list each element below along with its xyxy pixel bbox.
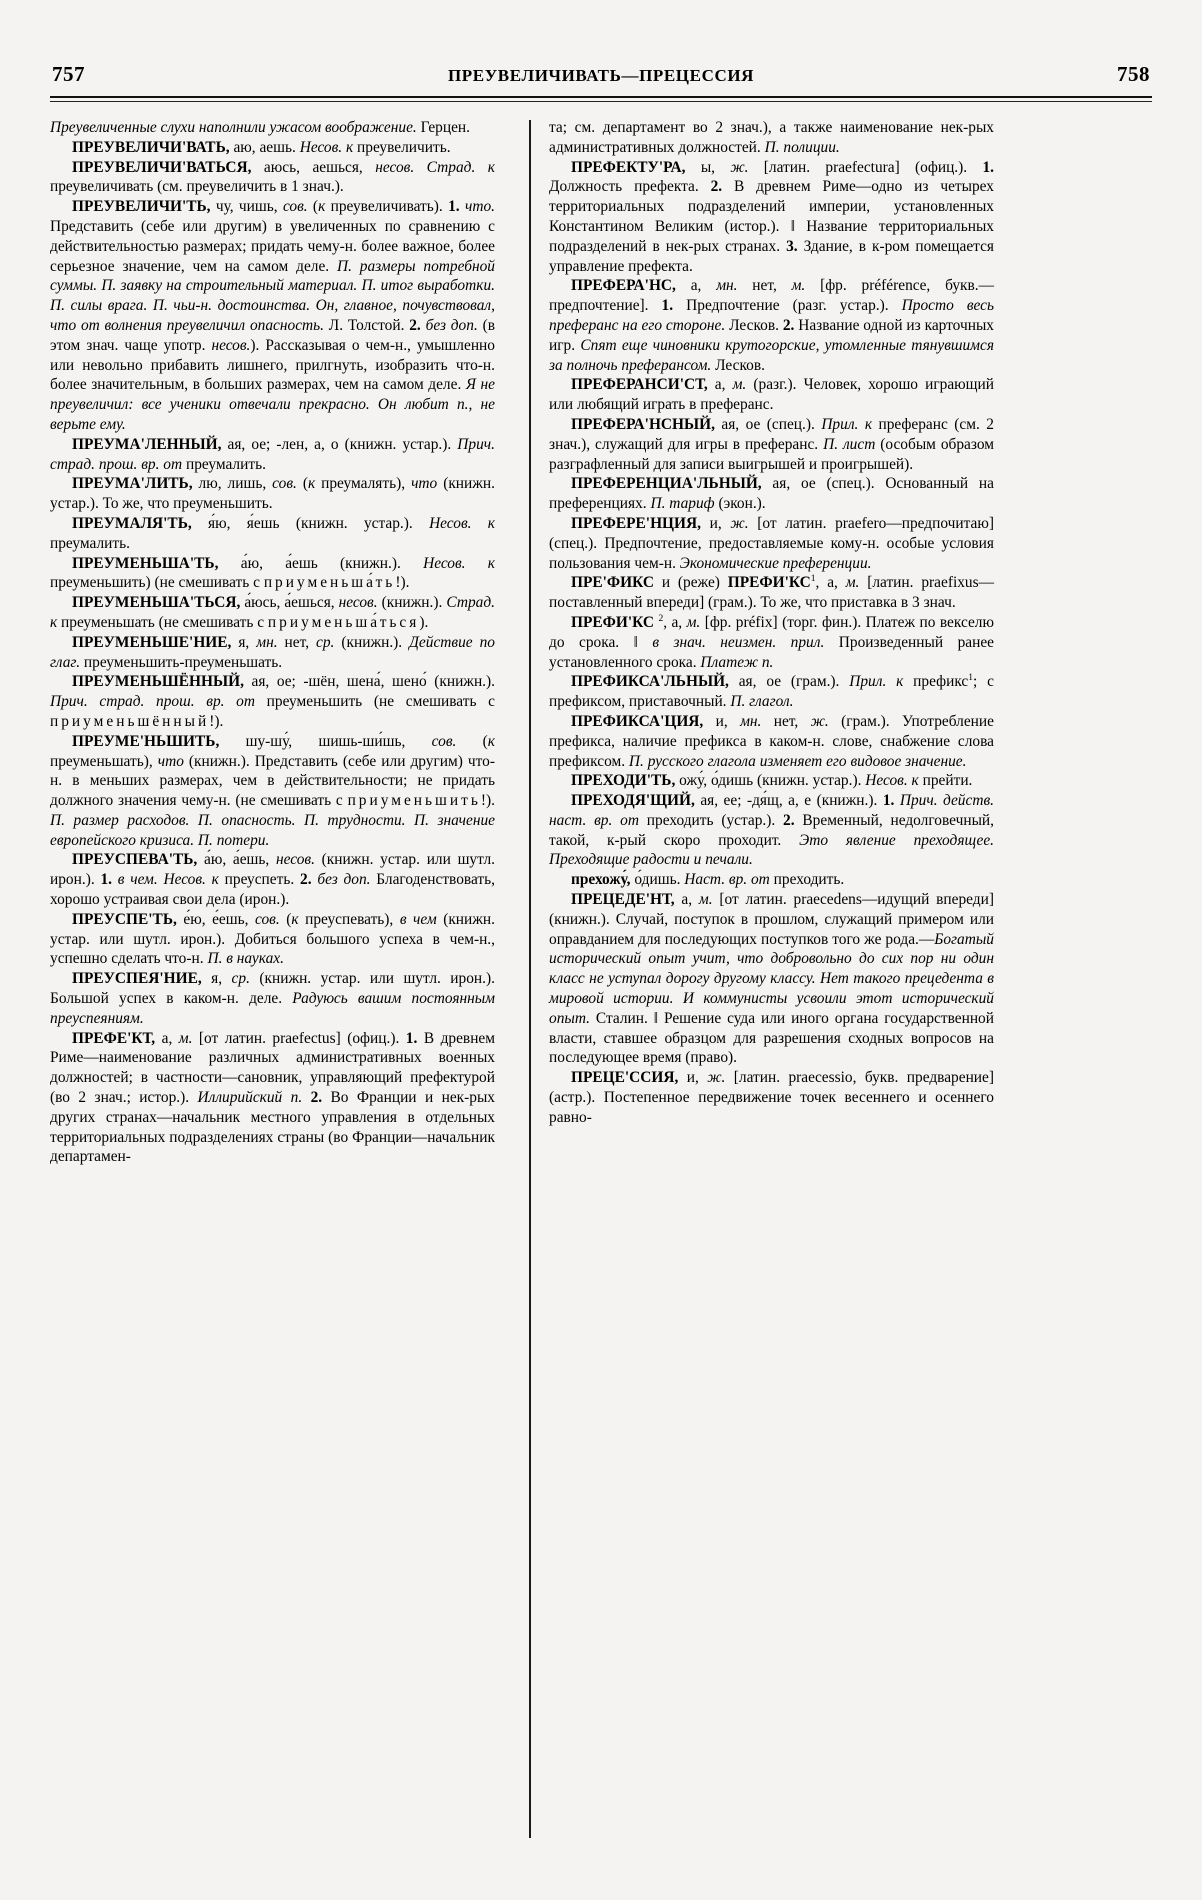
dictionary-entry: ПРЕУМЕ'НЬШИТЬ, шу-шу́, шишь-ши́шь, сов. (к преуменьшать), что (книжн.). Представить (себе или другим) что-н. в меньших размерах, чем в действительности; не придать должного значения чему-н. (не смешивать с приуменьшить!). П. размер расходов. П. опасность. П. трудности. П. значение европейского кризиса. П. потери. xyxy=(50,732,495,849)
dictionary-entry: ПРЕФИКСА'ЦИЯ, и, мн. нет, ж. (грам.). Употребление префикса, наличие префикса в каком-н. слове, снабжение слова префиксом. П. русского глагола изменяет его видовое значение. xyxy=(549,712,994,770)
dictionary-entry: ПРЕХОДИ'ТЬ, ожу́, о́дишь (книжн. устар.). Несов. к прейти. xyxy=(571,772,973,790)
dictionary-entry: ПРЕУМА'ЛИТЬ, лю, лишь, сов. (к преумалять), что (книжн. устар.). То же, что преуменьшить. xyxy=(50,475,495,513)
dictionary-entry: ПРЕУМЕНЬША'ТЬСЯ, а́юсь, а́ешься, несов. (книжн.). Страд. к преуменьшать (не смешивать с приуменьша́ться). xyxy=(50,594,495,631)
dictionary-entry: ПРЕУВЕЛИЧИ'ВАТЬСЯ, аюсь, аешься, несов. Страд. к преувеличивать (см. преувеличить в 1 знач.). xyxy=(50,158,495,196)
dictionary-entry: ПРЕУМЕНЬША'ТЬ, а́ю, а́ешь (книжн.). Несов. к преуменьшить) (не смешивать с приуменьша́ть!). xyxy=(50,554,495,592)
running-title: ПРЕУВЕЛИЧИВАТЬ—ПРЕЦЕССИЯ xyxy=(447,66,755,85)
dictionary-entry: ПРЕУМА'ЛЕННЫЙ, ая, ое; -лен, а, о (книжн. устар.). Прич. страд. прош. вр. от преумалить. xyxy=(50,435,495,473)
right-column xyxy=(549,118,994,1858)
dictionary-entry: ПРЕФЕРА'НСНЫЙ, ая, ое (спец.). Прил. к преферанс (см. 2 знач.), служащий для игры в преферанс. П. лист (особым образом разграфленный для записи выигрышей и проигрышей). xyxy=(549,415,995,473)
folio-left: 757 xyxy=(52,62,85,86)
dictionary-entry: ПРЕФЕРЕНЦИА'ЛЬНЫЙ, ая, ое (спец.). Основанный на преференциях. П. тариф (экон.). xyxy=(549,475,994,513)
dictionary-entry: ПРЕЦЕ'ССИЯ, и, ж. [латин. praecessio, букв. предварение] (астр.). Постепенное передвижение точек весеннего и осеннего равно- xyxy=(549,1069,994,1126)
dictionary-entry: ПРЕУМЕНЬШЁННЫЙ, ая, ое; -шён, шена́, шено́ (книжн.). Прич. страд. прош. вр. от преуменьшить (не смешивать с приуменьшённый!). xyxy=(50,673,495,730)
dictionary-entry: ПРЕУСПЕЯ'НИЕ, я, ср. (книжн. устар. или шутл. ирон.). Большой успех в каком-н. деле. Радуюсь вашим постоянным преуспеяниям. xyxy=(50,970,496,1027)
dictionary-entry: ПРЕУВЕЛИЧИ'ВАТЬ, аю, аешь. Несов. к преувеличить. xyxy=(72,138,451,156)
dictionary-entry: ПРЕУВЕЛИЧИ'ТЬ, чу, чишь, сов. (к преувеличивать). 1. что. Представить (себе или другим) в увеличенных по сравнению с действительностью размерах; придать чему-н. более важное, более серьезное значение, чем на самом деле. П. размеры потребной суммы. П. заявку на строительный материал. П. итог выработки. П. силы врага. П. чьи-н. достоинства. Он, главное, почувствовал, что от волнения преувеличил опасность. Л. Толстой. 2. без доп. (в этом знач. чаще употр. несов.). Рассказывая о чем-н., умышленно или невольно прибавить лишнего, прилгнуть, изобразить что-н. более значительным, в больших размерах, чем на самом деле. Я не преувеличил: все ученики отвечали прекрасно. Он любит п., не верьте ему. xyxy=(50,198,495,433)
column-container xyxy=(50,118,1152,1858)
dictionary-entry: ПРЕФИ'КС $^2$, а, м. [фр. préfix] (торг. фин.). Платеж по векселю до срока. ‖ в знач. неизмен. прил. Произведенный ранее установленного срока. Платеж п. xyxy=(549,612,994,671)
dictionary-entry: ПРЕХОДЯ'ЩИЙ, ая, ее; -дя́щ, а, е (книжн.). 1. Прич. действ. наст. вр. от преходить (устар.). 2. Временный, недолговечный, такой, к-рый скоро проходит. Это явление преходящее. Преходящие радости и печали. xyxy=(549,792,995,869)
folio-right: 758 xyxy=(1117,62,1150,86)
header-rule-thin xyxy=(50,101,1152,102)
dictionary-entry: ПРЕФИКСА'ЛЬНЫЙ, ая, ое (грам.). Прил. к префикс$^1$; с префиксом, приставочный. П. глагол. xyxy=(549,672,994,711)
entry-continuation: та; см. департамент во 2 знач.), а также наименование нек-рых административных должностей. П. полиции. xyxy=(549,119,994,156)
header-rule xyxy=(50,96,1152,102)
header-rule-thick xyxy=(50,96,1152,98)
dictionary-entry: прехожу́, о́дишь. Наст. вр. от преходить. xyxy=(571,871,845,889)
left-column xyxy=(50,118,511,1858)
entry-continuation: Преувеличенные слухи наполнили ужасом воображение. Герцен. xyxy=(50,119,471,136)
dictionary-entry: ПРЕУМАЛЯ'ТЬ, я́ю, я́ешь (книжн. устар.). Несов. к преумалить. xyxy=(50,514,495,552)
dictionary-entry: ПРЕФЕ'КТ, а, м. [от латин. praefectus] (офиц.). 1. В древнем Риме—наименование различных административных военных должностей; в частности—сановник, управляющий префектурой (во 2 знач.; истор.). Иллирийский п. 2. Во Франции и нек-рых других странах—начальник местного управления в отдельных территориальных подразделениях страны (во Франции—начальник департамен- xyxy=(50,1029,495,1166)
dictionary-entry: ПРЕФЕКТУ'РА, ы, ж. [латин. praefectura] (офиц.). 1. Должность префекта. 2. В древнем Риме—одно из четырех территориальных подразделений империи, установленных Константином Великим (истор.). ‖ Название территориальных подразделений в нек-рых странах. 3. Здание, в к-ром помещается управление префекта. xyxy=(549,158,994,275)
dictionary-entry: ПРЕУСПЕВА'ТЬ, а́ю, а́ешь, несов. (книжн. устар. или шутл. ирон.). 1. в чем. Несов. к преуспеть. 2. без доп. Благоденствовать, хорошо устраивая свои дела (ирон.). xyxy=(50,851,496,909)
dictionary-entry: ПРЕЦЕДЕ'НТ, а, м. [от латин. praecedens—идущий впереди] (книжн.). Случай, поступок в прошлом, служащий примером или оправданием для последующих поступков того же рода.—Богатый исторический опыт учит, что добровольно до сих пор ни один класс не уступал дорогу другому классу. Нет такого прецедента в мировой истории. И коммунисты усвоили этот исторический опыт. Сталин. ‖ Решение суда или иного органа государственной власти, ставшее образцом для разрешения сходных вопросов на последующее время (право). xyxy=(549,891,994,1067)
column-divider xyxy=(529,120,531,1838)
dictionary-entry: ПРЕФЕРА'НС, а, мн. нет, м. [фр. préférence, букв.—предпочтение]. 1. Предпочтение (разг. устар.). Просто весь преферанс на его стороне. Лесков. 2. Название одной из карточных игр. Спят еще чиновники крутогорские, утомленные тянувшимся за полночь преферансом. Лесков. xyxy=(549,277,995,374)
dictionary-entry: ПРЕ'ФИКС и (реже) $ПРЕФИ'КС^1$, а, м. [латин. praefixus—поставленный впереди] (грам.). То же, что приставка в 3 знач. xyxy=(549,573,994,612)
dictionary-entry: ПРЕУСПЕ'ТЬ, е́ю, е́ешь, сов. (к преуспевать), в чем (книжн. устар. или шутл. ирон.). Добиться большого успеха в чем-н., успешно сделать что-н. П. в науках. xyxy=(50,910,495,968)
dictionary-entry: ПРЕУМЕНЬШЕ'НИЕ, я, мн. нет, ср. (книжн.). Действие по глаг. преуменьшить-преуменьшать. xyxy=(50,633,495,671)
dictionary-entry: ПРЕФЕРЕ'НЦИЯ, и, ж. [от латин. praefero—предпочитаю] (спец.). Предпочтение, предоставляемые кому-н. особые условия пользования чем-н. Экономические преференции. xyxy=(549,514,995,572)
running-head xyxy=(52,62,1150,88)
dictionary-entry: ПРЕФЕРАНСИ'СТ, а, м. (разг.). Человек, хорошо играющий или любящий играть в преферанс. xyxy=(549,376,995,414)
